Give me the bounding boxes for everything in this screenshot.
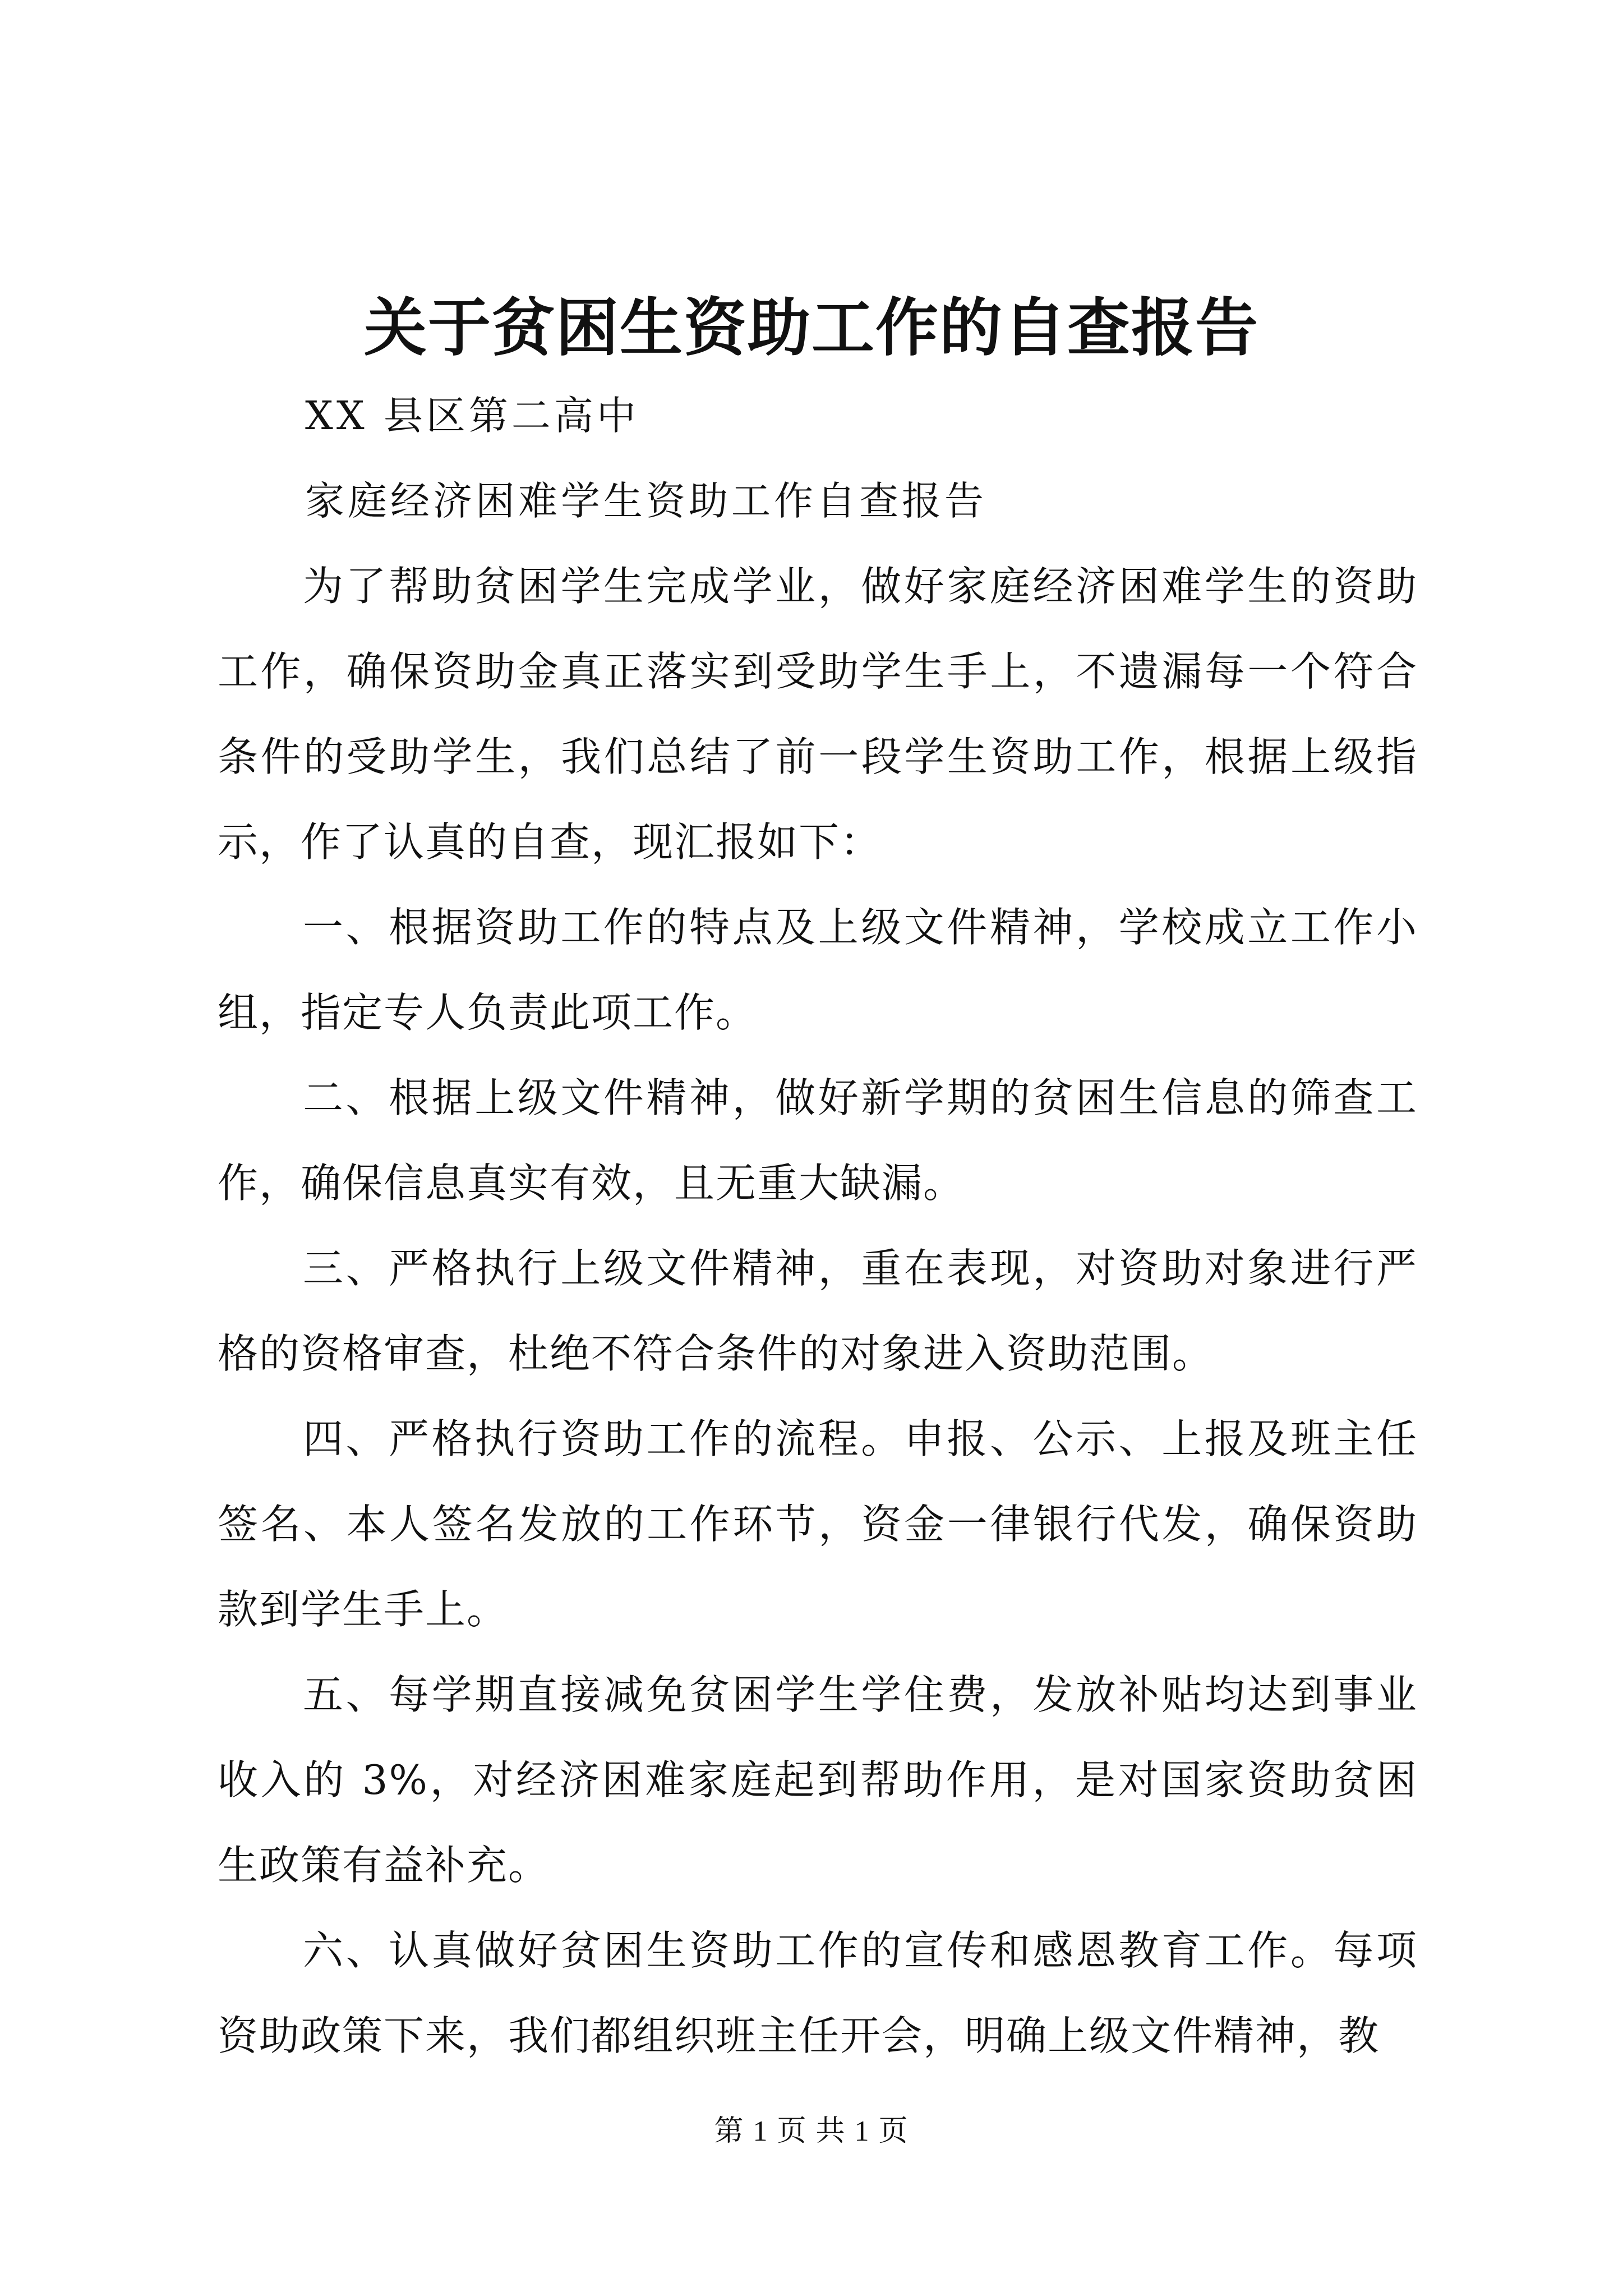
document-title: 关于贫困生资助工作的自查报告 <box>364 291 1259 365</box>
page-footer: 第 1 页 共 1 页 <box>714 2115 909 2147</box>
paragraph-item-4: 四、严格执行资助工作的流程。申报、公示、上报及班主任签名、本人签名发放的工作环节，资金一律银行代发，确保资助款到学生手上。 <box>218 1415 1418 1633</box>
document-body <box>218 373 1418 2078</box>
paragraph-item-3: 三、严格执行上级文件精神，重在表现，对资助对象进行严格的资格审查，杜绝不符合条件的对象进入资助范围。 <box>218 1245 1418 1377</box>
paragraph-item-1: 一、根据资助工作的特点及上级文件精神，学校成立工作小组，指定专人负责此项工作。 <box>218 904 1418 1036</box>
report-subtitle: 家庭经济困难学生资助工作自查报告 <box>305 478 987 524</box>
paragraph-item-5: 五、每学期直接减免贫困学生学住费，发放补贴均达到事业收入的 3%，对经济困难家庭起到帮助作用，是对国家资助贫困生政策有益补充。 <box>218 1671 1418 1889</box>
paragraph-intro: 为了帮助贫困学生完成学业，做好家庭经济困难学生的资助工作，确保资助金真正落实到受助学生手上，不遗漏每一个符合条件的受助学生，我们总结了前一段学生资助工作，根据上级指示，作了认真的自查，现汇报如下： <box>218 563 1418 866</box>
school-name: XX 县区第二高中 <box>305 393 639 439</box>
paragraph-item-2: 二、根据上级文件精神，做好新学期的贫困生信息的筛查工作，确保信息真实有效，且无重大缺漏。 <box>218 1074 1418 1207</box>
paragraph-item-6: 六、认真做好贫困生资助工作的宣传和感恩教育工作。每项资助政策下来，我们都组织班主任开会，明确上级文件精神，教 <box>218 1927 1418 2059</box>
